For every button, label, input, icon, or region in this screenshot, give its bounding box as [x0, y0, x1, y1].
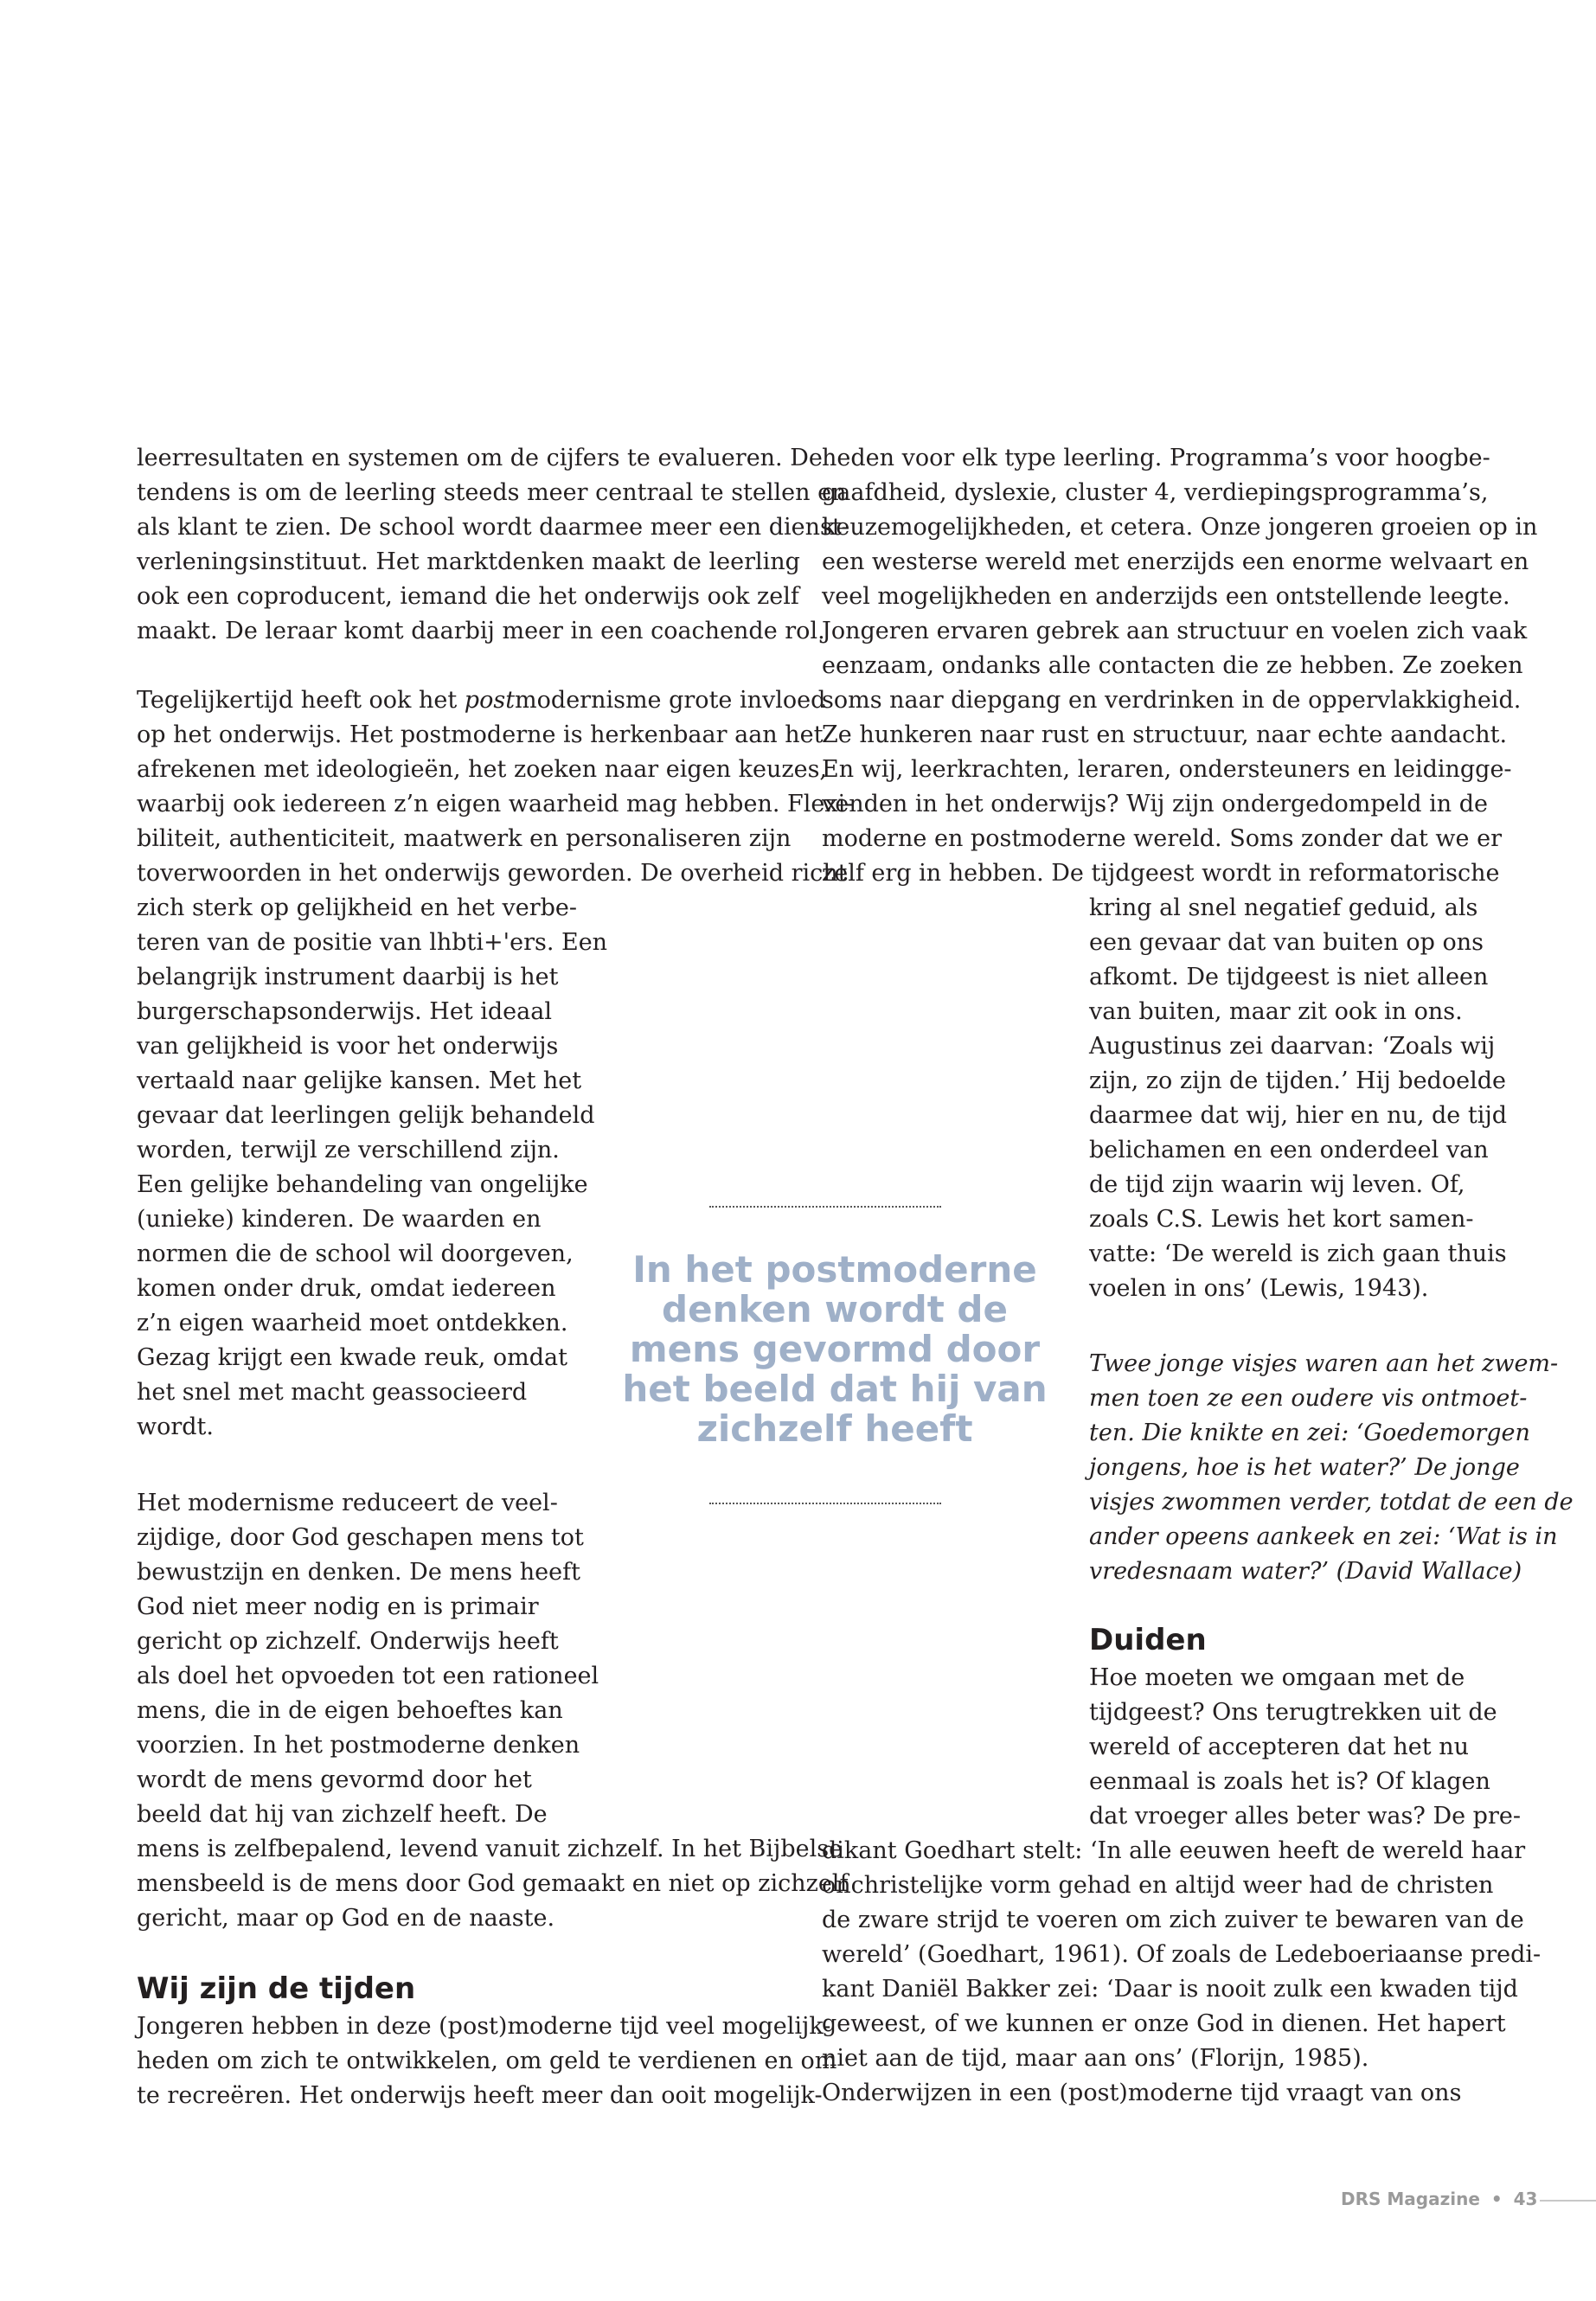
text-line: visjes zwommen verder, totdat de een de	[1089, 1489, 1574, 1516]
text-line: mensbeeld is de mens door God gemaakt en niet op zichzelf	[137, 1870, 849, 1897]
text-line: Hoe moeten we omgaan met de	[1089, 1664, 1465, 1691]
text-line: zich sterk op gelijkheid en het verbe-	[137, 894, 578, 921]
text-line: leerresultaten en systemen om de cijfers te evalueren. De	[137, 445, 823, 471]
text-line: een westerse wereld met enerzijds een enorme welvaart en	[822, 548, 1529, 575]
text-line: Onderwijzen in een (post)moderne tijd vraagt van ons	[822, 2080, 1462, 2106]
text-line: wordt de mens gevormd door het	[137, 1766, 532, 1793]
text-line: Het modernisme reduceert de veel-	[137, 1490, 558, 1516]
text-line: Gezag krijgt een kwade reuk, omdat	[137, 1344, 567, 1371]
text-line: biliteit, authenticiteit, maatwerk en personaliseren zijn	[137, 825, 792, 852]
text-line: normen die de school wil doorgeven,	[137, 1240, 574, 1267]
pull-quote-line: denken wordt de	[662, 1288, 1008, 1330]
italic-word: post	[464, 687, 516, 714]
text-line: God niet meer nodig en is primair	[137, 1593, 539, 1620]
text-line: mens is zelfbepalend, levend vanuit zichzelf. In het Bijbelse	[137, 1836, 843, 1862]
text-line: te recreëren. Het onderwijs heeft meer dan ooit mogelijk-	[137, 2082, 823, 2109]
text-line: (unieke) kinderen. De waarden en	[137, 1206, 542, 1233]
section-heading: Duiden	[1089, 1623, 1207, 1657]
text-line: op het onderwijs. Het postmoderne is herkenbaar aan het	[137, 721, 824, 748]
text-line: worden, terwijl ze verschillend zijn.	[137, 1137, 560, 1163]
text-line: gevaar dat leerlingen gelijk behandeld	[137, 1102, 595, 1129]
text-line: voelen in ons’ (Lewis, 1943).	[1089, 1275, 1429, 1302]
text-line: de tijd zijn waarin wij leven. Of,	[1089, 1171, 1465, 1198]
text-line: eenmaal is zoals het is? Of klagen	[1089, 1768, 1490, 1795]
footer-rule	[1540, 2200, 1596, 2202]
text-line: veel mogelijkheden en anderzijds een ontstellende leegte.	[822, 583, 1510, 610]
text-line: wereld’ (Goedhart, 1961). Of zoals de Ledeboeriaanse predi-	[822, 1941, 1542, 1968]
text-line: niet aan de tijd, maar aan ons’ (Florijn, 1985).	[822, 2045, 1369, 2072]
pull-quote-line: het beeld dat hij van	[622, 1368, 1048, 1410]
text-line: zelf erg in hebben. De tijdgeest wordt in reformatorische	[822, 860, 1500, 887]
text-line: ook een coproducent, iemand die het onderwijs ook zelf	[137, 583, 799, 610]
text-line: afkomt. De tijdgeest is niet alleen	[1089, 964, 1489, 990]
text-line: geweest, of we kunnen er onze God in dienen. Het hapert	[822, 2010, 1506, 2037]
pull-quote-line: mens gevormd door	[629, 1328, 1041, 1370]
text-line: venden in het onderwijs? Wij zijn ondergedompeld in de	[822, 791, 1489, 817]
page-footer	[1341, 2189, 1537, 2209]
pull-quote-line: zichzelf heeft	[696, 1407, 973, 1450]
text-line: vatte: ‘De wereld is zich gaan thuis	[1089, 1240, 1507, 1267]
text-line: van gelijkheid is voor het onderwijs	[137, 1033, 559, 1060]
text-line: eenzaam, ondanks alle contacten die ze hebben. Ze zoeken	[822, 652, 1523, 679]
text-line: vredesnaam water?’ (David Wallace)	[1089, 1558, 1522, 1585]
text-line: vertaald naar gelijke kansen. Met het	[137, 1067, 582, 1094]
text-line: onchristelijke vorm gehad en altijd weer had de christen	[822, 1872, 1494, 1899]
text-line: wereld of accepteren dat het nu	[1089, 1734, 1469, 1760]
text-line: tijdgeest? Ons terugtrekken uit de	[1089, 1699, 1497, 1726]
text-line: beeld dat hij van zichzelf heeft. De	[137, 1801, 548, 1828]
text-line: Jongeren ervaren gebrek aan structuur en voelen zich vaak	[822, 618, 1528, 644]
text-line: jongens, hoe is het water?’ De jonge	[1089, 1454, 1520, 1481]
text-line: dat vroeger alles beter was? De pre-	[1089, 1803, 1521, 1830]
text-line: ander opeens aankeek en zei: ‘Wat is in	[1089, 1523, 1558, 1550]
text-line: burgerschapsonderwijs. Het ideaal	[137, 998, 552, 1025]
text-line: Augustinus zei daarvan: ‘Zoals wij	[1089, 1033, 1496, 1060]
text-line: z’n eigen waarheid moet ontdekken.	[137, 1310, 568, 1336]
text-line: En wij, leerkrachten, leraren, ondersteuners en leidingge-	[822, 756, 1512, 783]
text-line: voorzien. In het postmoderne denken	[137, 1732, 580, 1759]
text-line: gericht, maar op God en de naaste.	[137, 1905, 555, 1932]
section-heading: Wij zijn de tijden	[137, 1971, 416, 2006]
text-line: het snel met macht geassocieerd	[137, 1379, 528, 1406]
text-line: Een gelijke behandeling van ongelijke	[137, 1171, 588, 1198]
pull-quote-bottom-rule	[709, 1503, 941, 1504]
magazine-name: DRS Magazine	[1341, 2189, 1480, 2209]
text-span: Tegelijkertijd heeft ook het	[137, 687, 465, 714]
text-line: Jongeren hebben in deze (post)moderne tijd veel mogelijk-	[137, 2013, 831, 2040]
text-line: teren van de positie van lhbti+'ers. Een	[137, 929, 608, 956]
footer-separator: •	[1490, 2189, 1503, 2209]
text-line: van buiten, maar zit ook in ons.	[1089, 998, 1463, 1025]
text-span: modernisme grote invloed	[515, 687, 826, 714]
text-line: zoals C.S. Lewis het kort samen-	[1089, 1206, 1474, 1233]
text-line: maakt. De leraar komt daarbij meer in een coachende rol.	[137, 618, 825, 644]
text-line: wordt.	[137, 1413, 214, 1440]
text-line: als doel het opvoeden tot een rationeel	[137, 1663, 599, 1689]
text-line: ten. Die knikte en zei: ‘Goedemorgen	[1089, 1420, 1530, 1446]
text-line: belichamen en een onderdeel van	[1089, 1137, 1489, 1163]
text-line: kring al snel negatief geduid, als	[1089, 894, 1478, 921]
text-line: dikant Goedhart stelt: ‘In alle eeuwen heeft de wereld haar	[822, 1837, 1526, 1864]
pull-quote-text	[606, 1250, 1064, 1449]
text-line: gaafdheid, dyslexie, cluster 4, verdiepingsprogramma’s,	[822, 479, 1489, 506]
text-line: bewustzijn en denken. De mens heeft	[137, 1559, 580, 1586]
text-line: moderne en postmoderne wereld. Soms zonder dat we er	[822, 825, 1502, 852]
text-line: soms naar diepgang en verdrinken in de oppervlakkigheid.	[822, 687, 1522, 714]
text-line: heden voor elk type leerling. Programma’s voor hoogbe-	[822, 445, 1490, 471]
text-line: kant Daniël Bakker zei: ‘Daar is nooit zulk een kwaden tijd	[822, 1976, 1518, 2003]
text-line: heden om zich te ontwikkelen, om geld te verdienen en om	[137, 2048, 837, 2074]
text-line: zijn, zo zijn de tijden.’ Hij bedoelde	[1089, 1067, 1506, 1094]
pull-quote-top-rule	[709, 1206, 941, 1208]
text-line: zijdige, door God geschapen mens tot	[137, 1524, 584, 1551]
text-line: gericht op zichzelf. Onderwijs heeft	[137, 1628, 559, 1655]
text-line: als klant te zien. De school wordt daarmee meer een dienst-	[137, 514, 849, 541]
text-line: Twee jonge visjes waren aan het zwem-	[1089, 1350, 1559, 1377]
text-line: een gevaar dat van buiten op ons	[1089, 929, 1484, 956]
text-line: men toen ze een oudere vis ontmoet-	[1089, 1385, 1528, 1412]
text-line: belangrijk instrument daarbij is het	[137, 964, 559, 990]
pull-quote-line: In het postmoderne	[632, 1248, 1037, 1291]
text-line: verleningsinstituut. Het marktdenken maakt de leerling	[137, 548, 800, 575]
text-line: komen onder druk, omdat iedereen	[137, 1275, 556, 1302]
text-line: Ze hunkeren naar rust en structuur, naar echte aandacht.	[822, 721, 1508, 748]
text-line: toverwoorden in het onderwijs geworden. De overheid richt	[137, 860, 848, 887]
text-line: afrekenen met ideologieën, het zoeken naar eigen keuzes,	[137, 756, 828, 783]
text-line: waarbij ook iedereen z’n eigen waarheid mag hebben. Flexi-	[137, 791, 854, 817]
text-line: de zware strijd te voeren om zich zuiver te bewaren van de	[822, 1907, 1524, 1933]
text-line	[137, 683, 825, 718]
text-line: tendens is om de leerling steeds meer centraal te stellen en	[137, 479, 847, 506]
text-line: keuzemogelijkheden, et cetera. Onze jongeren groeien op in	[822, 514, 1538, 541]
text-line: mens, die in de eigen behoeftes kan	[137, 1697, 563, 1724]
text-line: daarmee dat wij, hier en nu, de tijd	[1089, 1102, 1507, 1129]
page-number: 43	[1513, 2189, 1538, 2209]
